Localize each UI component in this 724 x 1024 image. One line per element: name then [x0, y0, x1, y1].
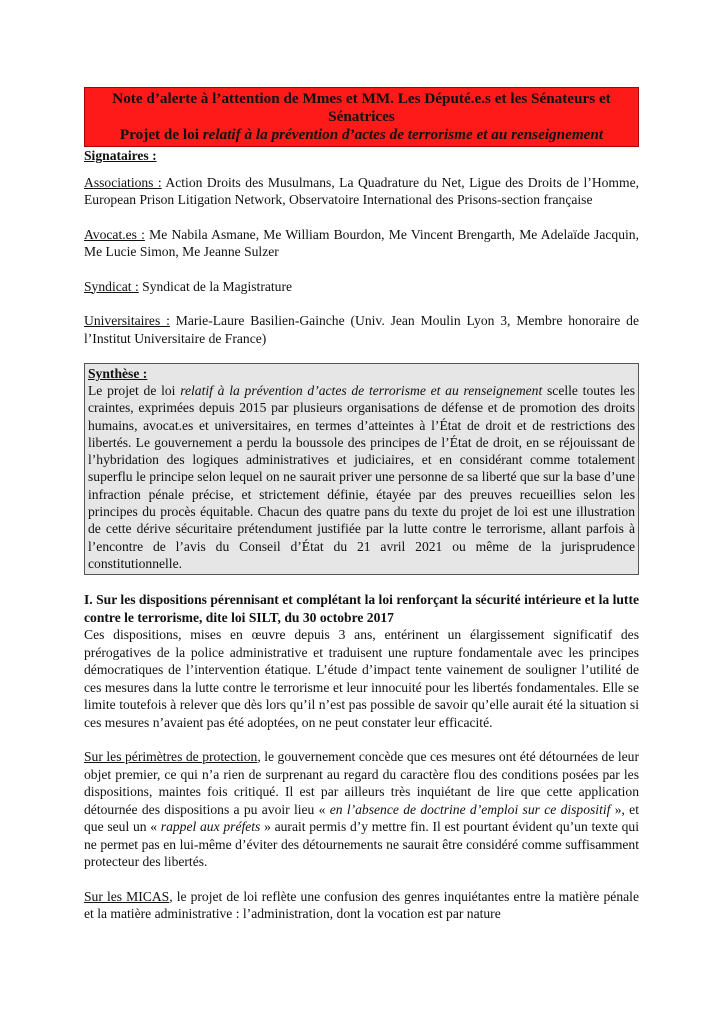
title-line-2: [89, 126, 634, 144]
section-1-title: I. Sur les dispositions pérennisant et complétant la loi renforçant la sécurité intérieure et la lutte contre le terrorisme, dite loi SILT, du 30 octobre 2017: [84, 592, 639, 625]
title-line-2-prefix: Projet de loi: [119, 126, 203, 143]
signataires-heading: Signataires :: [84, 148, 157, 163]
perimetres-text-a: , le gouvernement concède que ces mesures ont été détournées de leur objet premier, ce qui n’a rien de surprenant au regard du caractère flou des conditions posées par les dispositions, maintes fois critiqué. Il est par ailleurs très inquiétant de lire que cette application détournée des dispositions a pu avoir lieu «: [84, 749, 639, 817]
alert-title-banner: [84, 87, 639, 147]
perimetres-quote-2: rappel aux préfets: [160, 819, 261, 835]
synthese-text: scelle toutes les craintes, exprimées depuis 2015 par plusieurs organisations de défense et de promotion des droits humains, avocat.es et universitaires, en termes d’atteintes à l’État de droit et de restrictions des libertés. Le gouvernement a perdu la boussole des principes de l’État de droit, en se réjouissant de l’hybridation des logiques administratives et judiciaires, et en considérant comme totalement superflu le principe selon lequel on ne saurait priver une personne de sa liberté que sur la base d’une infraction pénale précise, et strictement définie, étayée par des preuves recueillies selon les principes du procès équitable. Chacun des quatre pans du texte du projet de loi est une illustration de cette dérive sécuritaire prétendument justifiée par la lutte contre le terrorisme, allant parfois à l’encontre de l’avis du Conseil d’État du 21 avril 2021 ou même de la jurisprudence constitutionnelle.: [88, 383, 635, 571]
section-1-paragraph-perimetres: [84, 748, 639, 871]
document-body: [84, 87, 639, 923]
associations-paragraph: [84, 174, 639, 209]
avocats-paragraph: [84, 226, 639, 261]
universitaires-paragraph: [84, 312, 639, 347]
title-line-1: Note d’alerte à l’attention de Mmes et MM. Les Député.e.s et les Sénateurs et Sénatrices: [112, 90, 611, 125]
syndicat-text: Syndicat de la Magistrature: [138, 278, 293, 294]
associations-label: Associations :: [84, 174, 162, 190]
syndicat-paragraph: [84, 278, 639, 296]
micas-label: Sur les MICAS: [84, 888, 170, 904]
micas-text: , le projet de loi reflète une confusion des genres inquiétantes entre la matière pénale et la matière administrative : l’administration, dont la vocation est par nature: [84, 888, 639, 922]
synthese-paragraph: [88, 382, 635, 572]
syndicat-label: Syndicat :: [84, 278, 139, 294]
universitaires-text: Marie-Laure Basilien-Gainche (Univ. Jean Moulin Lyon 3, Membre honoraire de l’Institut Universitaire de France): [84, 313, 639, 346]
section-1-paragraph-micas: [84, 888, 639, 923]
synthese-box: [84, 363, 639, 575]
universitaires-label: Universitaires :: [84, 313, 170, 328]
perimetres-quote-1: en l’absence de doctrine d’emploi sur ce dispositif: [329, 801, 611, 817]
associations-text: Action Droits des Musulmans, La Quadrature du Net, Ligue des Droits de l’Homme, European Prison Litigation Network, Observatoire International des Prisons-section française: [84, 174, 640, 207]
section-1-paragraph-1: Ces dispositions, mises en œuvre depuis 3 ans, entérinent un élargissement significatif des prérogatives de la police administrative et traduisent une rupture fondamentale avec les principes démocratiques de l’intervention étatique. L’étude d’impact tente vainement de souligner l’utilité de ces mesures dans la lutte contre le terrorisme et leur innocuité pour les libertés fondamentales. Elle se limite toutefois à relever que dès lors qu’il n’est pas possible de savoir qu’elle aurait été la situation si ces mesures n’avaient pas été adoptées, on ne peut constater leur efficacité.: [84, 627, 639, 730]
perimetres-text-c: » aurait permis d’y mettre fin. Il est pourtant évident qu’un texte qui ne permet pas en lui-même d’éviter des détournements ne saurait être considéré comme suffisamment protecteur des libertés.: [84, 819, 639, 870]
synthese-heading: Synthèse :: [88, 366, 148, 381]
avocats-label: Avocat.es :: [84, 226, 145, 242]
avocats-text: Me Nabila Asmane, Me William Bourdon, Me Vincent Brengarth, Me Adelaïde Jacquin, Me Lucie Simon, Me Jeanne Sulzer: [84, 226, 639, 259]
synthese-italic: relatif à la prévention d’actes de terrorisme et au renseignement: [180, 383, 543, 398]
synthese-prefix: Le projet de loi: [88, 383, 181, 398]
perimetres-label: Sur les périmètres de protection: [84, 749, 258, 765]
perimetres-text-b: », et que seul un «: [84, 801, 639, 835]
title-line-2-italic: relatif à la prévention d’actes de terrorisme et au renseignement: [202, 126, 604, 143]
